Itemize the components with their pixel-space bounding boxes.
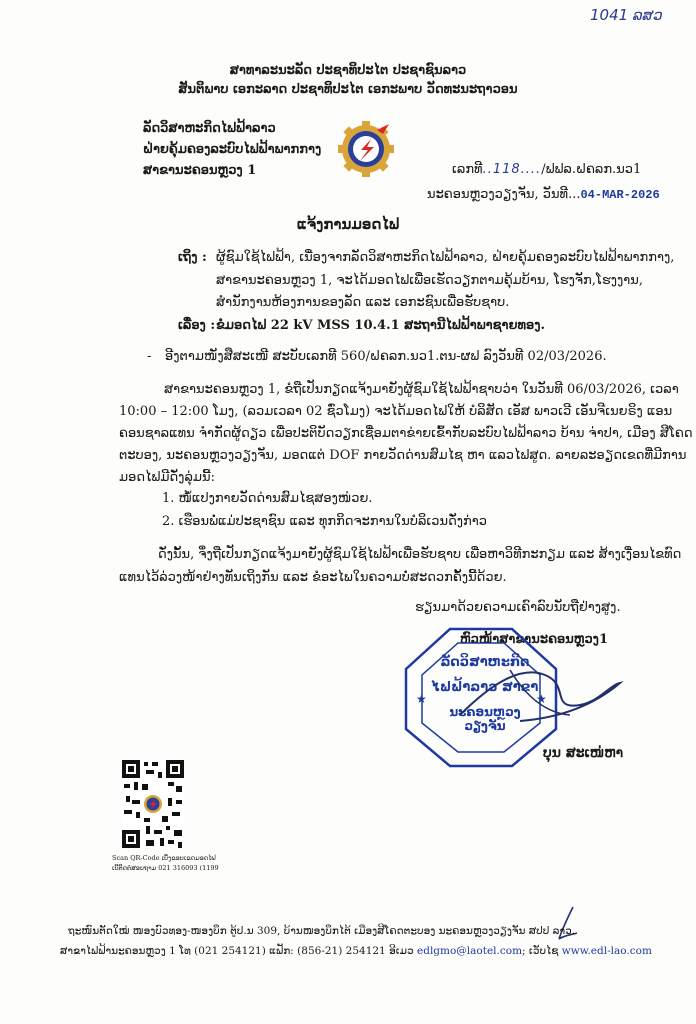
qr-code-icon[interactable]	[122, 760, 184, 848]
handwritten-note: 1041 ລສວ	[590, 6, 663, 24]
qr-caption-line1: Scan QR-Code ເບິ່ງຂອບເຂດມອດໄຟ	[112, 854, 216, 862]
svg-text:★: ★	[416, 692, 427, 706]
org-line3: ສາຂານະຄອນຫຼວງ 1	[143, 163, 257, 178]
qr-caption-line2: ເບີຕິດຕໍ່ສອບຖາມ 021 316093 (1199	[112, 864, 219, 872]
to-line3: ສໍານັກງານຫ້ອງການຂອງລັດ ແລະ ເອກະຊົນເພື່ອຮັບຊາບ.	[216, 295, 510, 310]
subject-label: ເລື່ອງ :	[178, 318, 216, 333]
footer-email-link[interactable]: edlgmo@laotel.com	[417, 945, 523, 957]
to-line2: ສາຂານະຄອນຫຼວງ 1, ຈະໄດ້ມອດໄຟເພື່ອເຮັດວຽກຕາມຄຸ້ມບ້ານ, ໂຮງຈັກ,ໂຮງງານ,	[216, 273, 644, 288]
handwritten-signature-icon	[450, 655, 625, 730]
svg-text:★: ★	[536, 692, 547, 706]
stamp-text-bottom: ນະຄອນຫຼວງວຽງຈັນ	[449, 705, 521, 733]
national-header-line2: ສັນຕິພາບ ເອກະລາດ ປະຊາທິປະໄຕ ເອກະພາບ ວັດທະນະຖາວອນ	[178, 82, 518, 97]
to-label: ເຖິງ :	[178, 250, 207, 265]
footer-address: ຖະໜົນຕັດໃໝ່ ໜອງບົວທອງ-ໜອງບຶກ ຕູ້ປ.ນ 309, ບ້ານໜອງບຶກໄຕ້ ເມືອງສີໂຄດຕະບອງ ນະຄອນຫຼວງວຽງຈັນ ສປປ ລາວ.	[68, 925, 576, 937]
to-line1: ຜູ້ຊົມໃຊ້ໄຟຟ້າ, ເນື່ອງຈາກລັດວິສາຫະກິດໄຟຟ້າລາວ, ຝ່າຍຄຸ້ມຄອງລະບົບໄຟຟ້າພາກກາງ,	[216, 250, 675, 265]
basis-bullet: -	[147, 349, 152, 364]
list-item: 2. ເຮືອນພໍ່ແມ່ປະຊາຊົນ ແລະ ທຸກກິດຈະການໃນບໍລິເວນດັ່ງກ່າວ	[162, 514, 487, 529]
signatory-position: ຫົວໜ້າສາຂານະຄອນຫຼວງ1	[460, 632, 608, 647]
list-item: 1. ໜໍ້ແປງກາຍວັດດ່ານສົມໄຊສອງໜ່ວຍ.	[162, 491, 373, 506]
body-p2-line2: ແທນໄວ້ລ່ວງໜ້າຢ່າງທັນເຖິງກັນ ແລະ ຂໍອະໄພໃນຄວາມບໍ່ສະດວກຄັ້ງນີ້ດ້ວຍ.	[119, 570, 507, 585]
footer-website-link[interactable]: www.edl-lao.com	[561, 945, 652, 957]
org-line1: ລັດວິສາຫະກິດໄຟຟ້າລາວ	[143, 121, 276, 136]
body-p1-line1: ສາຂານະຄອນຫຼວງ 1, ຂໍຖືເປັນກຽດແຈ້ງມາຍັງຜູ້ຊົມໃຊ້ໄຟຟ້າຊາບວ່າ ໃນວັນທີ 06/03/2026, ເວລາ	[164, 382, 679, 397]
body-p2-line1: ດັ່ງນັ້ນ, ຈຶ່ງຖືເປັນກຽດແຈ້ງມາຍັງຜູ້ຊົມໃຊ້ໄຟຟ້າເພື່ອຮັບຊາບ ເພື່ອຫາວິທີກະກຽມ ແລະ ສ້າງເງື່ອນໄຂທົດ	[158, 547, 682, 562]
body-p1-line5: ມອດໄຟມີດັ່ງລຸ່ມນີ້:	[119, 470, 215, 485]
body-p1-line4: ຕະບອງ, ນະຄອນຫຼວງວຽງຈັນ, ມອດແຕ່ DOF ກາຍວັດດ່ານສົມໄຊ ຫາ ແລວໄຟສູດ. ລາຍລະອຽດເຂດທີ່ມີການ	[119, 448, 687, 463]
body-p1-line3: ຄອນຊາລແທນ ຈໍາກັດຜູ້ດຽວ ເພື່ອປະຕິບັດວຽກເຊື່ອມຕາຂ່າຍເຂົ້າກັບລະບົບໄຟຟ້າລາວ ບ້ານ ຈ່າປາ, ເມືອງ ສີໂຄດ	[119, 426, 693, 441]
reference-number: ເລກທີ..118..../ຟຟລ.ຝຄລກ.ນວ1	[452, 162, 642, 177]
subject-text: ຂໍມອດໄຟ 22 kV MSS 10.4.1 ສະຖານີໄຟຟ້າພາຊາຍທອງ.	[216, 318, 546, 333]
national-header-line1: ສາທາລະນະລັດ ປະຊາທິປະໄຕ ປະຊາຊົນລາວ	[229, 63, 467, 78]
stamp-text-top: ລັດວິສາຫະກິດ	[440, 655, 530, 670]
body-p1-line2: 10:00 – 12:00 ໂມງ, (ລວມເວລາ 02 ຊົ່ວໂມງ) ຈະໄດ້ມອດໄຟໃຫ້ ບໍລິສັດ ເອັສ ພາວເວີ ເອັນຈີເນຍຣິງ ແອນ	[119, 404, 673, 419]
signatory-name: ບຸນ ສະເໜ່ຫາ	[543, 745, 624, 761]
closing-text: ຮຽນມາດ້ວຍຄວາມເຄົາລົບນັບຖືຢ່າງສູງ.	[415, 600, 621, 615]
org-line2: ຝ່າຍຄຸ້ມຄອງລະບົບໄຟຟ້າພາກກາງ	[143, 142, 322, 157]
basis-text: ອີງຕາມໜັງສືສະເໜີ ສະບັບເລກທີ 560/ຝຄລກ.ນວ1.ຕນ-ຜຟ ລົງວັນທີ 02/03/2026.	[165, 349, 607, 364]
stamp-text-mid: ໄຟຟ້າລາວ ສາຂາ	[431, 680, 539, 695]
document-date: ນະຄອນຫຼວງວຽງຈັນ, ວັນທີ...04-MAR-2026	[427, 187, 660, 202]
edl-logo-icon	[337, 120, 395, 178]
footer-contacts: ສາຂາໄຟຟ້ານະຄອນຫຼວງ 1 ໂທ (021 254121) ແຟັກ: (856-21) 254121 ອີເມວ edlgmo@laotel.com; ເວັບໄຊ www.edl-lao.com	[60, 945, 652, 957]
page-title: ແຈ້ງການມອດໄຟ	[296, 215, 400, 233]
